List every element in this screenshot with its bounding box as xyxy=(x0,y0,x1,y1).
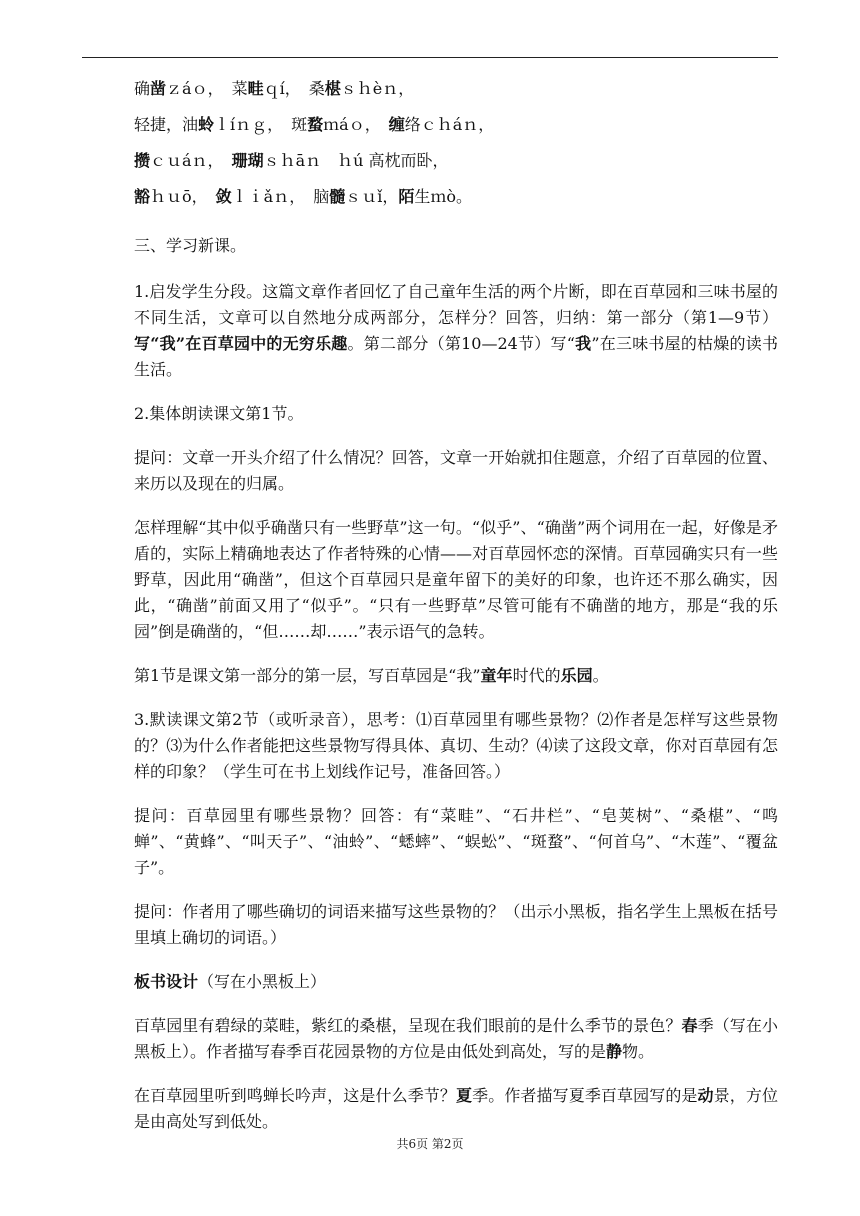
text-run: 怎样理解“其中似乎确凿只有一些野草”这一句。“似乎”、“确凿”两个词用在一起，好像是矛盾的，实际上精确地表达了作者特殊的心情——对百草园怀恋的深情。百草园确实只有一些野草，因此用“确凿”，但这个百草园只是童年留下的美好的印象，也许还不那么确实，因此，“确凿”前面又用了“似乎”。“只有一些野草”尽管可能有不确凿的地方，那是“我的乐园”倒是确凿的，“但……却……”表示语气的急转。 xyxy=(134,518,778,641)
text-run: ｚáｏ， 菜 xyxy=(166,79,248,98)
bold-text: 蝥 xyxy=(307,115,324,134)
text-run: 1.启发学生分段。这篇文章作者回忆了自己童年生活的两个片断，即在百草园和三味书屋的不同生活，文章可以自然地分成两部分，怎样分？回答，归纳：第一部分（第1—9节） xyxy=(134,282,778,327)
bold-text: 写“我”在百草园中的无穷乐趣 xyxy=(134,334,348,353)
bold-text: 乐园 xyxy=(560,666,593,685)
pinyin-line xyxy=(134,76,778,112)
bold-text: 缠 xyxy=(388,115,405,134)
text-run: 三、学习新课。 xyxy=(134,236,247,255)
bold-text: 静 xyxy=(606,1042,623,1061)
pinyin-line xyxy=(134,148,778,184)
text-run: 景，方位是由高处写到低处。 xyxy=(134,1086,778,1131)
bold-text: 夏 xyxy=(456,1086,473,1105)
header-rule xyxy=(82,57,778,58)
bold-text: 攒 xyxy=(134,151,151,170)
pinyin-line xyxy=(134,184,778,220)
section-heading xyxy=(134,233,778,259)
paragraph xyxy=(134,1013,778,1065)
text-run: ｑí， 桑 xyxy=(263,79,325,98)
bold-text: 敛 xyxy=(215,187,232,206)
page-footer: 共6页 第2页 xyxy=(396,1137,464,1151)
paragraph xyxy=(134,899,778,951)
text-run: 3.默读课文第2节（或听录音），思考：⑴百草园里有哪些景物？⑵作者是怎样写这些景物的？⑶为什么作者能把这些景物写得具体、真切、生动？⑷读了这段文章，你对百草园有怎样的印象？（学生可在书上划线作记号，准备回答。） xyxy=(134,710,778,781)
paragraph xyxy=(134,663,778,689)
text-run: ｓｈèｎ， xyxy=(340,79,415,98)
text-run: ｌｉǎｎ， 脑 xyxy=(231,187,330,206)
text-run: 提问：文章一开头介绍了什么情况？回答，文章一开始就扣住题意，介绍了百草园的位置、来历以及现在的归属。 xyxy=(134,448,778,493)
document-body xyxy=(134,76,778,1135)
text-run: ｃｕáｎ， xyxy=(150,151,232,170)
text-run: ｓｈāｎ ｈú 高枕而卧， xyxy=(263,151,449,170)
text-run: 物。 xyxy=(622,1042,655,1061)
bold-text: 椹 xyxy=(324,79,341,98)
bold-text: 蛉 xyxy=(198,115,215,134)
board-design-heading xyxy=(134,969,778,995)
paragraph xyxy=(134,515,778,645)
text-run: 确 xyxy=(134,79,151,98)
text-run: 络ｃｈáｎ， xyxy=(404,115,495,134)
paragraph xyxy=(134,445,778,497)
text-run: 。第二部分（第10—24节）写“ xyxy=(347,334,575,353)
bold-text: 动 xyxy=(697,1086,714,1105)
bold-text: 童年 xyxy=(480,666,513,685)
text-run: 生ｍò。 xyxy=(414,187,473,206)
text-run: 第1节是课文第一部分的第一层，写百草园是“我” xyxy=(134,666,481,685)
paragraph xyxy=(134,803,778,881)
text-run: 百草园里有碧绿的菜畦，紫红的桑椹，呈现在我们眼前的是什么季节的景色？ xyxy=(134,1016,682,1035)
text-run: 季。作者描写夏季百草园写的是 xyxy=(472,1086,698,1105)
bold-text: 凿 xyxy=(150,79,167,98)
paragraph xyxy=(134,401,778,427)
bold-text: 陌 xyxy=(398,187,415,206)
paragraph xyxy=(134,707,778,785)
bold-text: 髓 xyxy=(329,187,346,206)
pinyin-line xyxy=(134,112,778,148)
paragraph xyxy=(134,279,778,383)
text-run: 在百草园里听到鸣蝉长吟声，这是什么季节？ xyxy=(134,1086,457,1105)
text-run: ｍáｏ， xyxy=(323,115,389,134)
text-run: 。 xyxy=(592,666,609,685)
text-run: 提问：百草园里有哪些景物？回答：有“菜畦”、“石井栏”、“皂荚树”、“桑椹”、“鸣蝉”、“黄蜂”、“叫天子”、“油蛉”、“蟋蟀”、“蜈蚣”、“斑蝥”、“何首乌”、“木莲”、“覆盆子”。 xyxy=(134,806,778,877)
bold-text: 春 xyxy=(681,1016,698,1035)
text-run: 2.集体朗读课文第1节。 xyxy=(134,404,304,423)
bold-text: 板书设计 xyxy=(134,972,199,991)
pinyin-lines xyxy=(134,76,778,220)
text-run: （写在小黑板上） xyxy=(198,972,327,991)
text-run: 提问：作者用了哪些确切的词语来描写这些景物的？（出示小黑板，指名学生上黑板在括号里填上确切的词语。） xyxy=(134,902,778,947)
bold-text: 我 xyxy=(574,334,592,353)
bold-text: 豁 xyxy=(134,187,151,206)
text-run: 季（写在小黑板上）。作者描写春季百花园景物的方位是由低处到高处，写的是 xyxy=(134,1016,778,1061)
text-run: ｓｕǐ， xyxy=(345,187,399,206)
text-run: ｌíｎｇ， 斑 xyxy=(214,115,308,134)
text-run: ｈｕō， xyxy=(150,187,216,206)
bold-text: 珊瑚 xyxy=(231,151,264,170)
text-run: 时代的 xyxy=(512,666,561,685)
text-run: ”在三味书屋的枯燥的读书生活。 xyxy=(134,334,778,379)
text-run: 轻捷，油 xyxy=(134,115,199,134)
bold-text: 畦 xyxy=(247,79,264,98)
paragraph xyxy=(134,1083,778,1135)
